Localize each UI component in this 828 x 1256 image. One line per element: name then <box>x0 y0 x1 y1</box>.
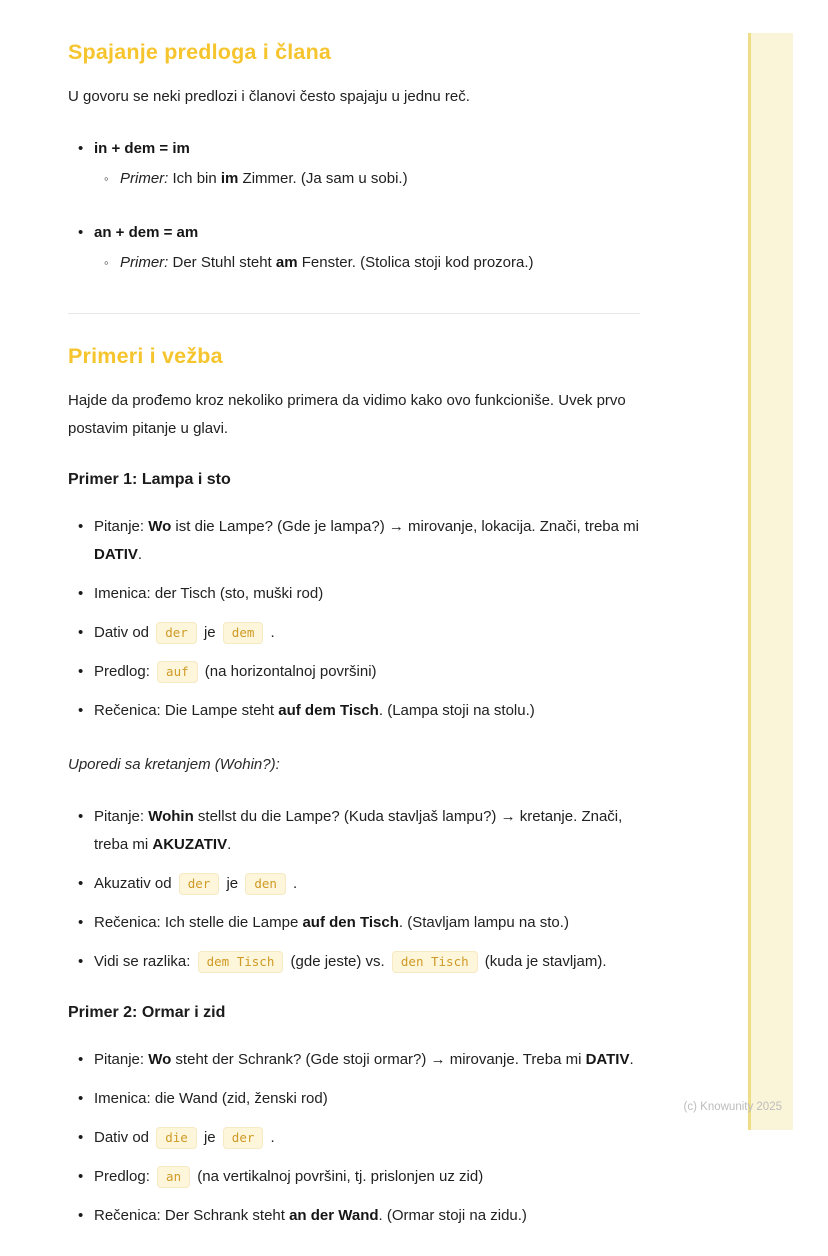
text-run: U govoru se neki predlozi i članovi često spajaju u jednu reč. <box>68 88 470 105</box>
bold-text: im <box>220 170 239 187</box>
text-run: Fenster. (Stolica stoji kod prozora.) <box>297 254 534 271</box>
document-content <box>68 24 640 1256</box>
bold-text: an der Wand <box>289 1207 379 1224</box>
text-run: Akuzativ od <box>94 875 176 892</box>
list-item <box>94 909 640 937</box>
code-chip: der <box>223 1127 264 1149</box>
bold-text: auf dem Tisch <box>278 702 379 719</box>
list-item <box>94 1085 640 1113</box>
text-run: Hajde da prođemo kroz nekoliko primera da vidimo kako ovo funkcioniše. Uvek prvo postavim pitanje u glavi. <box>68 392 626 437</box>
bold-text: an + dem = am <box>94 224 199 241</box>
sub-list-item <box>120 249 640 277</box>
text-run: Ich bin <box>168 170 221 187</box>
sub-list <box>94 165 640 193</box>
text-run: Predlog: <box>94 663 155 680</box>
bullet-list <box>68 513 640 725</box>
text-run: Uporedi sa kretanjem (Wohin?): <box>68 756 280 773</box>
list-item <box>94 658 640 686</box>
text-run: stellst du die Lampe? (Kuda stavljaš lampu?) → kretanje. Znači, treba mi <box>94 808 623 853</box>
code-chip: auf <box>157 661 198 683</box>
list-item <box>94 803 640 859</box>
sub-list <box>94 249 640 277</box>
text-run: (kuda je stavljam). <box>480 953 607 970</box>
list-item <box>94 1046 640 1074</box>
text-run: Pitanje: <box>94 518 149 535</box>
text-run: Rečenica: Die Lampe steht <box>94 702 279 719</box>
text-run: . <box>266 1129 275 1146</box>
bold-text: Wohin <box>148 808 194 825</box>
text-run: (na horizontalnoj površini) <box>200 663 377 680</box>
text-run: Rečenica: Der Schrank steht <box>94 1207 290 1224</box>
bold-text: in + dem = im <box>94 140 190 157</box>
bold-text: Wo <box>148 518 172 535</box>
code-chip: an <box>157 1166 190 1188</box>
paragraph <box>68 387 640 443</box>
list-item <box>94 1124 640 1152</box>
bullet-list <box>68 135 640 277</box>
bullet-list <box>68 803 640 976</box>
list-item <box>94 1163 640 1191</box>
bold-text: auf den Tisch <box>302 914 399 931</box>
list-item <box>94 870 640 898</box>
text-run: Dativ od <box>94 1129 154 1146</box>
bullet-list <box>68 1046 640 1230</box>
list-item <box>94 948 640 976</box>
list-item <box>94 580 640 608</box>
heading-spajanje-predloga: Spajanje predloga i člana <box>68 40 332 64</box>
text-run: (gde jeste) vs. <box>286 953 389 970</box>
text-run: . <box>288 875 298 892</box>
text-run: . (Lampa stoji na stolu.) <box>378 702 535 719</box>
text-run: Imenica: der Tisch (sto, muški rod) <box>94 585 324 602</box>
text-run: ist die Lampe? (Gde je lampa?) → mirovanje, lokacija. Znači, treba mi <box>171 518 639 535</box>
list-item <box>94 135 640 193</box>
text-run: Imenica: die Wand (zid, ženski rod) <box>94 1090 328 1107</box>
bold-text: DATIV <box>585 1051 630 1068</box>
text-run: . (Stavljam lampu na sto.) <box>398 914 569 931</box>
divider <box>68 313 640 314</box>
text-run: . <box>137 546 143 563</box>
code-chip: der <box>179 873 220 895</box>
text-run: Vidi se razlika: <box>94 953 195 970</box>
code-chip: den Tisch <box>392 951 478 973</box>
text-run: Der Stuhl steht <box>168 254 276 271</box>
heading-primeri-i-vezba: Primeri i vežba <box>68 344 223 368</box>
text-run: Pitanje: <box>94 1051 149 1068</box>
bold-text: am <box>275 254 298 271</box>
text-run: (na vertikalnoj površini, tj. prislonjen uz zid) <box>193 1168 484 1185</box>
text-run: Rečenica: Ich stelle die Lampe <box>94 914 303 931</box>
list-item <box>94 513 640 569</box>
bold-text: Wo <box>148 1051 172 1068</box>
text-run: . <box>227 836 232 853</box>
page-edge-strip <box>748 33 793 1130</box>
text-run: Pitanje: <box>94 808 149 825</box>
text-run: . (Ormar stoji na zidu.) <box>378 1207 527 1224</box>
code-chip: die <box>156 1127 197 1149</box>
sub-list-item <box>120 165 640 193</box>
text-run: . <box>629 1051 634 1068</box>
code-chip: dem <box>223 622 264 644</box>
text-run: Predlog: <box>94 1168 155 1185</box>
text-run: . <box>266 624 275 641</box>
code-chip: dem Tisch <box>198 951 284 973</box>
list-item <box>94 1202 640 1230</box>
paragraph <box>68 751 640 779</box>
copyright-watermark: (c) Knowunity 2025 <box>683 1101 782 1113</box>
code-chip: den <box>245 873 286 895</box>
text-run: steht der Schrank? (Gde stoji ormar?) → mirovanje. Treba mi <box>171 1051 586 1068</box>
bold-text: DATIV <box>94 546 138 563</box>
list-item <box>94 219 640 277</box>
paragraph <box>68 83 640 111</box>
heading-primer-2: Primer 2: Ormar i zid <box>68 1004 226 1021</box>
list-item <box>94 619 640 647</box>
text-run: Zimmer. (Ja sam u sobi.) <box>238 170 408 187</box>
text-run: je <box>222 875 243 892</box>
heading-primer-1: Primer 1: Lampa i sto <box>68 471 231 488</box>
italic-text: Primer: <box>120 254 169 271</box>
list-item <box>94 697 640 725</box>
code-chip: der <box>156 622 197 644</box>
text-run: je <box>199 1129 220 1146</box>
text-run: je <box>199 624 220 641</box>
italic-text: Primer: <box>120 170 169 187</box>
text-run: Dativ od <box>94 624 154 641</box>
bold-text: AKUZATIV <box>152 836 228 853</box>
